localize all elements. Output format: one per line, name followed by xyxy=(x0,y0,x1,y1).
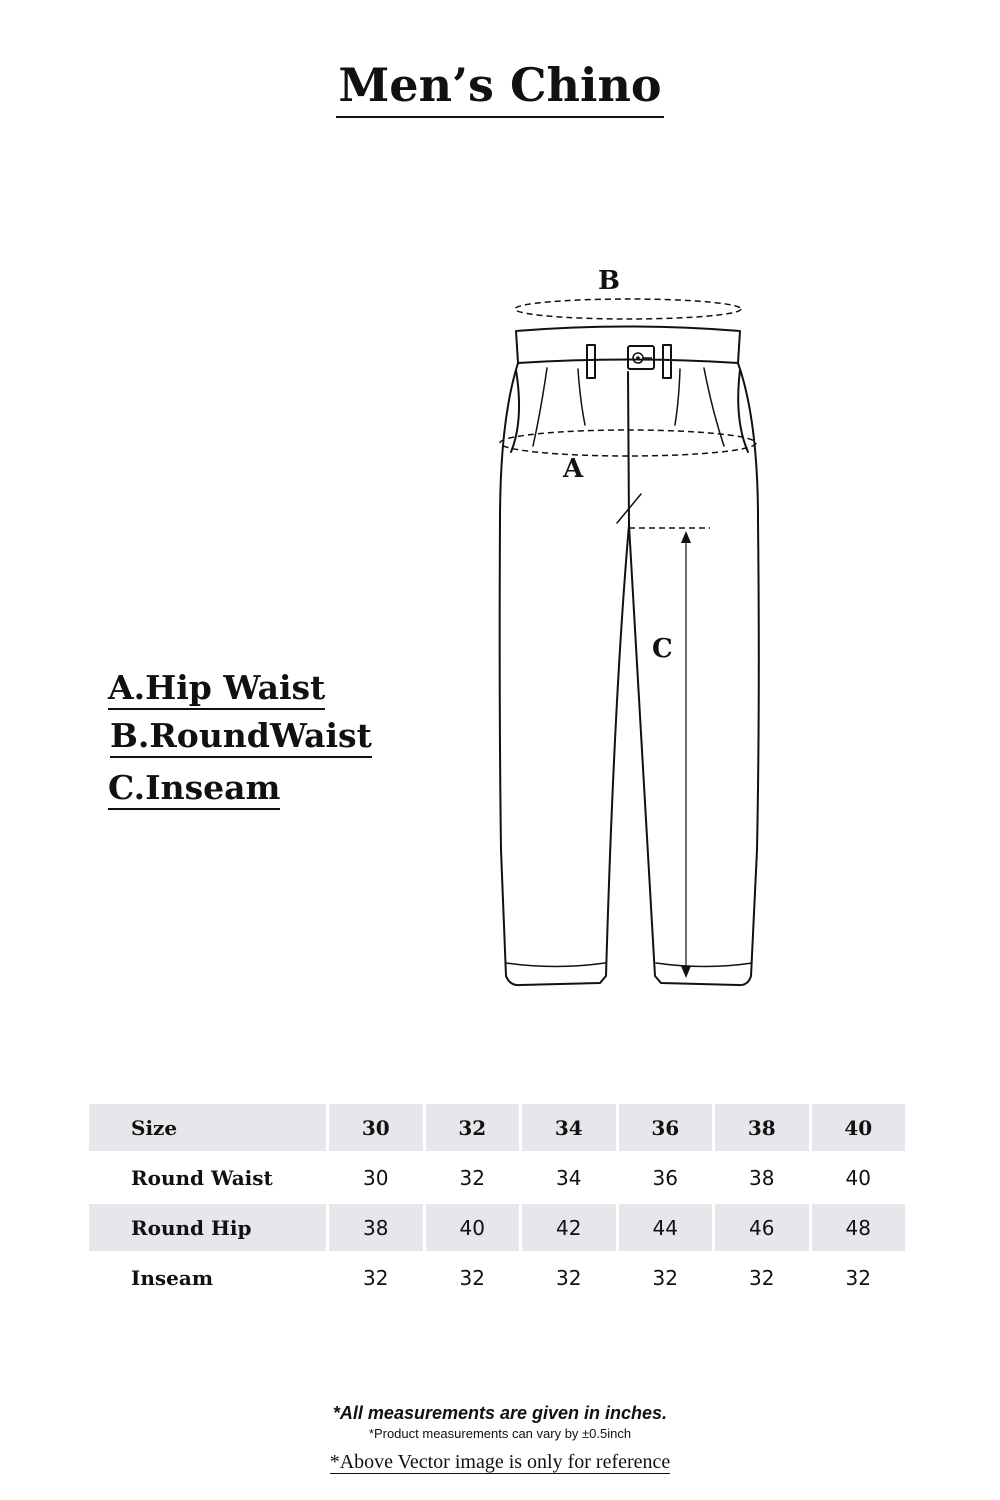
table-row-round-hip xyxy=(89,1204,905,1251)
table-cell: 32 xyxy=(459,1265,485,1290)
size-cell: 40 xyxy=(812,1104,906,1151)
table-cell: 30 xyxy=(363,1165,389,1190)
page-title-text: Men’s Chino xyxy=(336,58,663,118)
size-cell: 32 xyxy=(426,1104,520,1151)
legend-c-text: C.Inseam xyxy=(108,768,280,810)
table-cell: 44 xyxy=(619,1204,713,1251)
table-cell: 46 xyxy=(715,1204,809,1251)
table-cell: 38 xyxy=(749,1165,775,1190)
row-header-size: Size xyxy=(89,1104,326,1151)
diagram-label-b: B xyxy=(598,266,620,296)
table-cell: 48 xyxy=(812,1204,906,1251)
diagram-label-a: A xyxy=(563,454,584,484)
row-header-round-waist: Round Waist xyxy=(131,1165,273,1190)
inseam-arrow-head-top xyxy=(681,531,691,543)
table-row-inseam xyxy=(89,1254,905,1301)
legend-item-a xyxy=(108,668,325,707)
table-cell: 36 xyxy=(652,1165,678,1190)
size-cell: 30 xyxy=(329,1104,423,1151)
table-cell: 32 xyxy=(845,1265,871,1290)
legend-item-b xyxy=(110,716,372,755)
table-cell: 38 xyxy=(329,1204,423,1251)
fly-seam xyxy=(628,372,629,525)
table-cell: 40 xyxy=(845,1165,871,1190)
legend-a-text: A.Hip Waist xyxy=(108,668,325,710)
size-chart-table xyxy=(86,1101,908,1304)
diagram-label-c: C xyxy=(652,634,673,664)
table-cell: 32 xyxy=(556,1265,582,1290)
belt-loop-left xyxy=(587,345,595,378)
reference-note xyxy=(0,1451,1000,1474)
table-cell: 40 xyxy=(426,1204,520,1251)
cuff-left xyxy=(506,963,605,967)
size-cell: 36 xyxy=(619,1104,713,1151)
measure-b-ellipse xyxy=(515,299,741,319)
size-cell: 38 xyxy=(715,1104,809,1151)
table-cell: 32 xyxy=(459,1165,485,1190)
pleat-left-2 xyxy=(578,369,585,425)
tolerance-note: *Product measurements can vary by ±0.5inch xyxy=(368,1426,632,1441)
table-row-round-waist xyxy=(89,1154,905,1201)
table-cell: 32 xyxy=(749,1265,775,1290)
units-note: *All measurements are given in inches. xyxy=(332,1403,668,1423)
table-cell: 34 xyxy=(556,1165,582,1190)
right-leg-outline xyxy=(629,363,759,985)
legend-b-text: B.RoundWaist xyxy=(110,716,372,758)
table-row-size xyxy=(89,1104,905,1151)
pleat-right-2 xyxy=(675,369,680,425)
table-cell: 32 xyxy=(363,1265,389,1290)
legend-item-c xyxy=(108,768,280,807)
belt-loop-right xyxy=(663,345,671,378)
row-header-round-hip: Round Hip xyxy=(89,1204,326,1251)
inseam-arrow-head-bottom xyxy=(681,966,691,978)
size-cell: 34 xyxy=(522,1104,616,1151)
reference-note-text: *Above Vector image is only for reference xyxy=(329,1451,671,1473)
table-cell: 32 xyxy=(652,1265,678,1290)
row-header-inseam: Inseam xyxy=(131,1265,214,1290)
cuff-right xyxy=(656,963,752,967)
table-cell: 42 xyxy=(522,1204,616,1251)
